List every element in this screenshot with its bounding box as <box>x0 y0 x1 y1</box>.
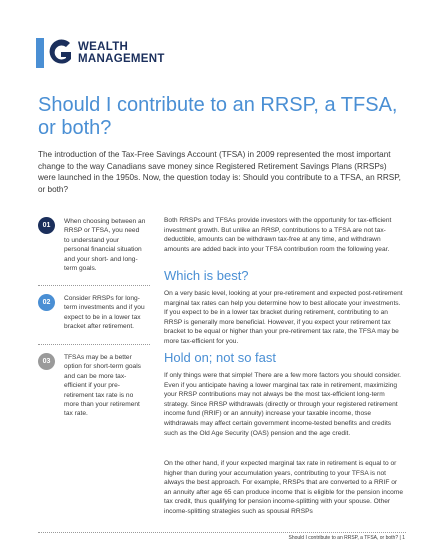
sidebar-divider <box>38 285 150 286</box>
number-badge: 03 <box>38 353 55 370</box>
section-heading-which-is-best: Which is best? <box>164 268 249 283</box>
ig-logo-mark <box>36 38 74 68</box>
page-number: 1 <box>402 535 405 541</box>
sidebar-divider <box>38 344 150 345</box>
logo-letter-i <box>36 38 44 68</box>
logo-wordmark-line2: MANAGEMENT <box>78 53 165 65</box>
page-footer <box>289 535 405 541</box>
number-badge: 02 <box>38 294 55 311</box>
sidebar-point-3 <box>38 353 158 419</box>
page-title: Should I contribute to an RRSP, a TFSA, or both? <box>38 94 398 139</box>
logo-letter-g <box>46 38 73 68</box>
sidebar-point-1 <box>38 217 158 273</box>
section-paragraph: If only things were that simple! There are a few more factors you should consider. Even if you anticipate having a lower marginal tax rate in retirement, maximizing your RRSP contributions may not always be the most tax-efficient long-term strategy. Since RRSP withdrawals (directly or through your registered retirement income fund (RRIF) or an annuity) increase your taxable income, those withdrawals may affect certain government income-tested benefits and credits such as the Old Age Security (OAS) pension and the age credit. <box>164 372 402 437</box>
section-paragraph: On a very basic level, looking at your pre-retirement and expected post-retirement marginal tax rates can help you determine how to best allocate your investments. If you expect to be in a lower tax bracket during retirement, contributing to an RRSP is generally more beneficial. However, if you expect your retirement tax bracket to be equal or higher than your pre-retirement tax rate, the TFSA may be more tax-efficient for you. <box>164 290 403 345</box>
section-paragraph: On the other hand, if your expected marginal tax rate in retirement is equal to or higher than during your accumulation years, contributing to your TFSA is not always the best approach. For example, RRSPs that are converted to a RRIF or an annuity after age 65 can produce income that is eligible for the pension income tax credit, thus qualifying for pension income-splitting with your spouse. Other income-splitting strategies such as spousal RRSPs <box>164 460 403 515</box>
sidebar-point-text: When choosing between an RRSP or TFSA, you need to understand your personal financial situation and your short- and long-term goals. <box>64 218 146 273</box>
opening-paragraph: Both RRSPs and TFSAs provide investors with the opportunity for tax-efficient investment growth. But unlike an RRSP, contributions to a TFSA are not tax-deductible, amounts can be withdrawn tax-free at any time, and withdrawn amounts are added back into your TFSA contribution room the following year. <box>164 217 392 253</box>
footer-separator: | <box>399 535 401 541</box>
sidebar-point-text: TFSAs may be a better option for short-term goals and can be more tax-efficient if your pre-retirement tax rate is no more than your retirement tax rate. <box>64 354 141 418</box>
footer-title: Should I contribute to an RRSP, a TFSA, or both? <box>288 535 399 541</box>
intro-paragraph: The introduction of the Tax-Free Savings Account (TFSA) in 2009 represented the most important change to the way Canadians save money since Registered Retirement Savings Plans (RRSPs) were launched in the 1950s. Now, the question today is: Should you contribute to a TFSA, an RRSP, or both? <box>38 150 401 194</box>
number-badge: 01 <box>38 217 55 234</box>
logo-wordmark-line1: WEALTH <box>78 41 129 53</box>
logo-wordmark <box>78 41 165 65</box>
sidebar-point-text: Consider RRSPs for long-term investments and if you expect to be in a lower tax bracket after retirement. <box>64 295 145 331</box>
footer-divider <box>38 532 406 533</box>
section-heading-hold-on: Hold on; not so fast <box>164 350 277 365</box>
ig-wealth-management-logo <box>36 38 165 68</box>
sidebar-point-2 <box>38 294 158 332</box>
